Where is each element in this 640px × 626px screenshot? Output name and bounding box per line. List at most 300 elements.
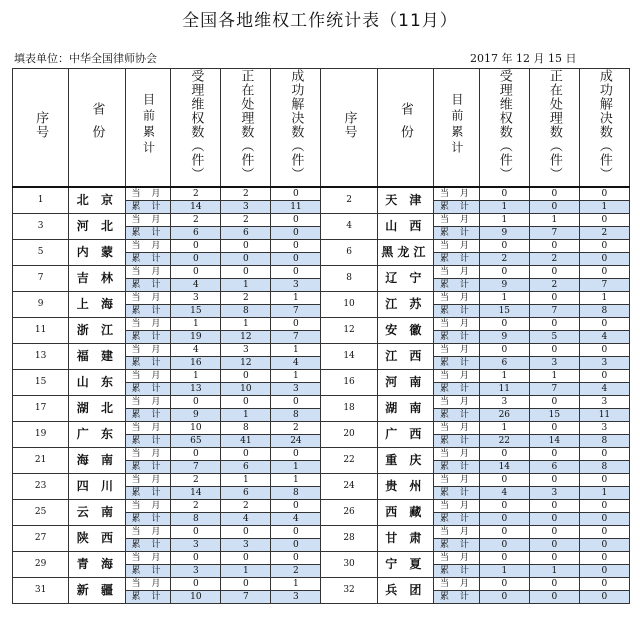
period-label: 当 月 [125,500,171,513]
filler-unit: 填表单位：中华全国律师协会 [14,52,157,65]
resolved-cell: 8 [271,409,321,422]
period-label: 当 月 [125,578,171,591]
header-resolved: 成功解决数（件） [579,69,629,188]
period-label: 累 计 [433,461,479,474]
row-number: 9 [13,292,69,318]
header-resolved: 成功解决数（件） [271,69,321,188]
period-label: 累 计 [125,253,171,266]
processing-cell: 3 [221,344,271,357]
period-label: 当 月 [433,552,479,565]
resolved-cell: 11 [579,409,629,422]
period-label: 累 计 [125,539,171,552]
header-province: 省份 [69,69,125,188]
period-label: 当 月 [433,422,479,435]
resolved-cell: 3 [271,591,321,604]
accepted-cell: 4 [171,344,221,357]
processing-cell: 2 [221,187,271,201]
accepted-cell: 0 [171,253,221,266]
accepted-cell: 8 [171,513,221,526]
processing-cell: 8 [221,422,271,435]
processing-cell: 0 [529,474,579,487]
accepted-cell: 14 [171,487,221,500]
row-number: 8 [321,266,377,292]
accepted-cell: 13 [171,383,221,396]
resolved-cell: 0 [579,500,629,513]
resolved-cell: 0 [579,240,629,253]
period-label: 累 计 [125,435,171,448]
row-number: 31 [13,578,69,604]
resolved-cell: 2 [271,565,321,578]
province-name: 新 疆 [69,578,125,604]
table-row [13,187,630,201]
processing-cell: 0 [529,578,579,591]
processing-cell: 0 [221,240,271,253]
processing-cell: 0 [529,500,579,513]
row-number: 2 [321,187,377,214]
resolved-cell: 1 [579,201,629,214]
resolved-cell: 0 [579,370,629,383]
province-name: 贵 州 [377,474,433,500]
accepted-cell: 4 [171,279,221,292]
resolved-cell: 0 [579,526,629,539]
period-label: 累 计 [433,383,479,396]
processing-cell: 15 [529,409,579,422]
table-row [13,292,630,305]
accepted-cell: 0 [479,318,529,331]
accepted-cell: 0 [171,448,221,461]
processing-cell: 0 [221,266,271,279]
resolved-cell: 0 [579,187,629,201]
period-label: 累 计 [125,305,171,318]
resolved-cell: 2 [579,227,629,240]
province-name: 山 东 [69,370,125,396]
resolved-cell: 1 [271,474,321,487]
row-number: 22 [321,448,377,474]
table-row [13,474,630,487]
accepted-cell: 9 [171,409,221,422]
period-label: 累 计 [125,409,171,422]
period-label: 当 月 [433,187,479,201]
resolved-cell: 3 [579,396,629,409]
accepted-cell: 0 [171,552,221,565]
accepted-cell: 0 [479,240,529,253]
province-name: 浙 江 [69,318,125,344]
resolved-cell: 7 [271,331,321,344]
province-name: 内 蒙 [69,240,125,266]
processing-cell: 1 [221,318,271,331]
row-number: 3 [13,214,69,240]
province-name: 吉 林 [69,266,125,292]
resolved-cell: 0 [579,214,629,227]
table-row [13,448,630,461]
row-number: 18 [321,396,377,422]
resolved-cell: 0 [271,266,321,279]
row-number: 29 [13,552,69,578]
resolved-cell: 0 [271,227,321,240]
header-accepted: 受理维权数（件） [479,69,529,188]
accepted-cell: 0 [479,344,529,357]
accepted-cell: 9 [479,279,529,292]
period-label: 累 计 [433,513,479,526]
province-name: 重 庆 [377,448,433,474]
resolved-cell: 11 [271,201,321,214]
province-name: 湖 北 [69,396,125,422]
province-name: 湖 南 [377,396,433,422]
table-row [13,396,630,409]
processing-cell: 2 [221,500,271,513]
period-label: 当 月 [125,474,171,487]
header-seq: 序号 [321,69,377,188]
period-label: 当 月 [125,240,171,253]
province-name: 西 藏 [377,500,433,526]
period-label: 当 月 [433,344,479,357]
processing-cell: 6 [221,487,271,500]
row-number: 25 [13,500,69,526]
accepted-cell: 1 [479,370,529,383]
header-period: 目前累计 [433,69,479,188]
resolved-cell: 0 [579,266,629,279]
table-row [13,578,630,591]
resolved-cell: 0 [271,214,321,227]
row-number: 10 [321,292,377,318]
period-label: 累 计 [125,201,171,214]
resolved-cell: 0 [271,526,321,539]
period-label: 累 计 [125,279,171,292]
processing-cell: 0 [529,448,579,461]
period-label: 累 计 [433,331,479,344]
period-label: 累 计 [433,357,479,370]
accepted-cell: 0 [171,240,221,253]
period-label: 累 计 [433,565,479,578]
resolved-cell: 1 [271,461,321,474]
accepted-cell: 3 [171,539,221,552]
period-label: 当 月 [433,292,479,305]
processing-cell: 0 [529,513,579,526]
processing-cell: 8 [221,305,271,318]
processing-cell: 0 [529,422,579,435]
period-label: 当 月 [433,474,479,487]
period-label: 当 月 [125,214,171,227]
header-period: 目前累计 [125,69,171,188]
accepted-cell: 16 [171,357,221,370]
province-name: 上 海 [69,292,125,318]
row-number: 23 [13,474,69,500]
processing-cell: 3 [529,357,579,370]
row-number: 20 [321,422,377,448]
resolved-cell: 8 [579,461,629,474]
province-name: 四 川 [69,474,125,500]
province-name: 青 海 [69,552,125,578]
table-body [13,187,630,604]
processing-cell: 0 [221,578,271,591]
resolved-cell: 3 [271,279,321,292]
processing-cell: 12 [221,357,271,370]
accepted-cell: 2 [171,214,221,227]
accepted-cell: 6 [479,357,529,370]
province-name: 河 南 [377,370,433,396]
processing-cell: 3 [221,201,271,214]
province-name: 福 建 [69,344,125,370]
row-number: 27 [13,526,69,552]
period-label: 累 计 [125,487,171,500]
resolved-cell: 4 [579,331,629,344]
row-number: 24 [321,474,377,500]
row-number: 15 [13,370,69,396]
accepted-cell: 0 [479,591,529,604]
period-label: 当 月 [125,422,171,435]
accepted-cell: 0 [479,187,529,201]
row-number: 26 [321,500,377,526]
resolved-cell: 0 [579,344,629,357]
resolved-cell: 1 [579,292,629,305]
processing-cell: 7 [529,227,579,240]
period-label: 当 月 [125,370,171,383]
period-label: 累 计 [433,253,479,266]
resolved-cell: 7 [271,305,321,318]
accepted-cell: 11 [479,383,529,396]
accepted-cell: 3 [171,565,221,578]
processing-cell: 2 [221,214,271,227]
period-label: 当 月 [433,318,479,331]
processing-cell: 1 [221,565,271,578]
period-label: 当 月 [433,370,479,383]
resolved-cell: 0 [271,500,321,513]
resolved-cell: 0 [579,552,629,565]
resolved-cell: 0 [271,539,321,552]
row-number: 21 [13,448,69,474]
period-label: 累 计 [433,591,479,604]
resolved-cell: 0 [579,253,629,266]
resolved-cell: 3 [271,383,321,396]
resolved-cell: 1 [271,292,321,305]
accepted-cell: 4 [479,487,529,500]
province-name: 黑龙江 [377,240,433,266]
processing-cell: 10 [221,383,271,396]
table-row [13,422,630,435]
row-number: 5 [13,240,69,266]
resolved-cell: 0 [271,396,321,409]
province-name: 江 苏 [377,292,433,318]
accepted-cell: 6 [171,227,221,240]
processing-cell: 0 [529,318,579,331]
accepted-cell: 0 [479,578,529,591]
period-label: 累 计 [125,227,171,240]
processing-cell: 0 [221,448,271,461]
period-label: 当 月 [433,396,479,409]
period-label: 累 计 [125,357,171,370]
period-label: 累 计 [433,487,479,500]
period-label: 累 计 [433,409,479,422]
period-label: 累 计 [433,279,479,292]
processing-cell: 1 [221,409,271,422]
accepted-cell: 2 [171,474,221,487]
processing-cell: 0 [221,370,271,383]
processing-cell: 41 [221,435,271,448]
resolved-cell: 4 [271,513,321,526]
accepted-cell: 0 [479,539,529,552]
resolved-cell: 0 [271,240,321,253]
province-name: 陕 西 [69,526,125,552]
processing-cell: 4 [221,513,271,526]
period-label: 当 月 [125,187,171,201]
period-label: 当 月 [433,526,479,539]
processing-cell: 0 [529,187,579,201]
processing-cell: 7 [221,591,271,604]
period-label: 当 月 [125,318,171,331]
province-name: 广 西 [377,422,433,448]
period-label: 当 月 [125,266,171,279]
table-row [13,526,630,539]
resolved-cell: 3 [579,357,629,370]
processing-cell: 6 [221,461,271,474]
accepted-cell: 22 [479,435,529,448]
period-label: 累 计 [125,331,171,344]
accepted-cell: 9 [479,331,529,344]
period-label: 当 月 [125,552,171,565]
period-label: 当 月 [125,292,171,305]
period-label: 当 月 [125,526,171,539]
accepted-cell: 2 [171,500,221,513]
table-row [13,318,630,331]
report-date: 2017 年 12 月 15 日 [470,52,577,65]
processing-cell: 0 [529,526,579,539]
table-row [13,214,630,227]
accepted-cell: 3 [171,292,221,305]
province-name: 山 西 [377,214,433,240]
accepted-cell: 0 [479,266,529,279]
resolved-cell: 0 [579,318,629,331]
processing-cell: 7 [529,305,579,318]
province-name: 宁 夏 [377,552,433,578]
period-label: 当 月 [433,500,479,513]
header-province: 省份 [377,69,433,188]
accepted-cell: 1 [479,214,529,227]
processing-cell: 0 [529,201,579,214]
accepted-cell: 0 [479,552,529,565]
accepted-cell: 0 [171,578,221,591]
resolved-cell: 0 [271,253,321,266]
province-name: 北 京 [69,187,125,214]
processing-cell: 0 [221,526,271,539]
accepted-cell: 65 [171,435,221,448]
resolved-cell: 1 [271,344,321,357]
period-label: 累 计 [433,435,479,448]
processing-cell: 12 [221,331,271,344]
province-name: 海 南 [69,448,125,474]
header-seq: 序号 [13,69,69,188]
accepted-cell: 0 [479,448,529,461]
accepted-cell: 26 [479,409,529,422]
processing-cell: 1 [529,565,579,578]
period-label: 累 计 [433,227,479,240]
accepted-cell: 1 [479,422,529,435]
processing-cell: 0 [529,266,579,279]
province-name: 广 东 [69,422,125,448]
resolved-cell: 1 [271,370,321,383]
province-name: 甘 肃 [377,526,433,552]
accepted-cell: 14 [479,461,529,474]
period-label: 累 计 [125,461,171,474]
resolved-cell: 8 [579,305,629,318]
table-row [13,500,630,513]
resolved-cell: 4 [271,357,321,370]
resolved-cell: 2 [271,422,321,435]
accepted-cell: 15 [171,305,221,318]
processing-cell: 0 [529,591,579,604]
period-label: 累 计 [433,201,479,214]
accepted-cell: 0 [171,526,221,539]
period-label: 累 计 [433,539,479,552]
processing-cell: 6 [529,461,579,474]
resolved-cell: 0 [579,578,629,591]
resolved-cell: 0 [271,318,321,331]
processing-cell: 3 [529,487,579,500]
header-row [13,69,630,188]
period-label: 累 计 [125,591,171,604]
row-number: 12 [321,318,377,344]
province-name: 天 津 [377,187,433,214]
row-number: 13 [13,344,69,370]
resolved-cell: 24 [271,435,321,448]
processing-cell: 2 [529,253,579,266]
period-label: 累 计 [125,513,171,526]
processing-cell: 0 [529,240,579,253]
period-label: 累 计 [433,305,479,318]
processing-cell: 0 [529,539,579,552]
period-label: 当 月 [433,266,479,279]
processing-cell: 0 [529,396,579,409]
resolved-cell: 0 [579,474,629,487]
processing-cell: 0 [221,396,271,409]
row-number: 4 [321,214,377,240]
processing-cell: 5 [529,331,579,344]
header-processing: 正在处理数（件） [221,69,271,188]
period-label: 当 月 [125,344,171,357]
processing-cell: 0 [221,253,271,266]
province-name: 辽 宁 [377,266,433,292]
accepted-cell: 0 [479,500,529,513]
row-number: 30 [321,552,377,578]
row-number: 14 [321,344,377,370]
accepted-cell: 3 [479,396,529,409]
resolved-cell: 0 [271,552,321,565]
processing-cell: 2 [221,292,271,305]
processing-cell: 7 [529,383,579,396]
table-row [13,344,630,357]
resolved-cell: 0 [579,565,629,578]
accepted-cell: 19 [171,331,221,344]
accepted-cell: 0 [171,396,221,409]
processing-cell: 0 [221,552,271,565]
resolved-cell: 7 [579,279,629,292]
resolved-cell: 0 [579,448,629,461]
resolved-cell: 0 [579,591,629,604]
resolved-cell: 0 [579,513,629,526]
processing-cell: 6 [221,227,271,240]
accepted-cell: 0 [479,474,529,487]
accepted-cell: 0 [171,266,221,279]
province-name: 云 南 [69,500,125,526]
processing-cell: 1 [529,214,579,227]
processing-cell: 0 [529,552,579,565]
province-name: 安 徽 [377,318,433,344]
accepted-cell: 2 [479,253,529,266]
row-number: 1 [13,187,69,214]
period-label: 当 月 [433,448,479,461]
resolved-cell: 4 [579,383,629,396]
row-number: 19 [13,422,69,448]
row-number: 32 [321,578,377,604]
